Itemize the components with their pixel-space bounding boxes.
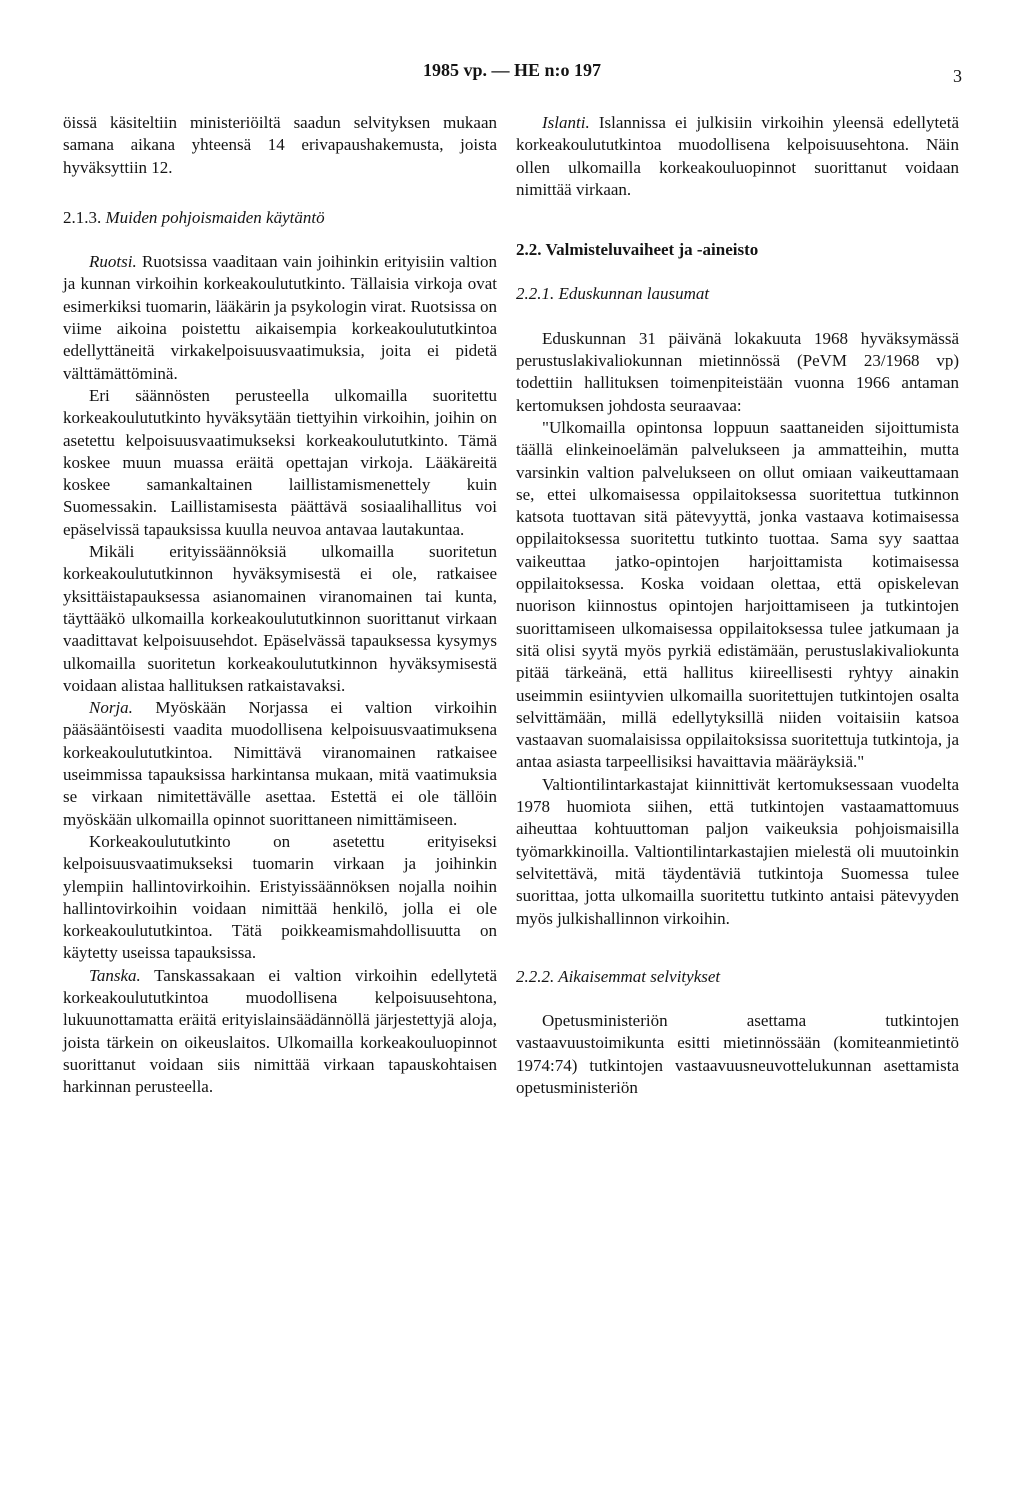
section-number: 2.2.1. [516, 284, 555, 304]
paragraph-norja [63, 697, 497, 831]
country-keyword-norja: Norja. [89, 698, 133, 718]
section-title: Aikaisemmat selvitykset [558, 966, 721, 986]
paragraph: Eri säännösten perusteella ulkomailla suoritettu korkeakoulututkinto hyväksytään tiettyihin virkoihin, joihin on asetettu kelpoisuusvaatimukseksi korkeakoulututkinto. Tämä koskee muun muassa eräitä opettajan virkoja. Lääkäreitä koskee samankaltainen laillistamismenettely kuin Suomessakin. Laillistamisesta päättävä sosiaalihallitus voi epäselvissä tapauksissa kuulla neuvoa antavaa lautakuntaa. [63, 385, 497, 539]
paragraph: Mikäli erityissäännöksiä ulkomailla suoritetun korkeakoulututkinnon hyväksymisestä ei ole, ratkaisee yksittäistapauksessa asianomainen viranomainen tai kunta, täyttääkö ulkomailla korkeakoulututkinnon suorittanut virkaan vaadittavat kelpoisuusehdot. Epäselvässä tapauksessa kysymys ulkomailla suoritetun korkeakoulututkinnon hyväksymisestä voidaan alistaa hallituksen ratkaistavaksi. [63, 542, 497, 695]
section-number: 2.1.3. [63, 207, 102, 227]
section-heading-2-2-1 [516, 283, 959, 305]
paragraph: Eduskunnan 31 päivänä lokakuuta 1968 hyväksymässä perustuslakivaliokunnan mietinnössä (PeVM 23/1968 vp) todettiin hallituksen toimenpiteistään vuonna 1966 antaman kertomuksen johdosta seuraavaa: [516, 328, 959, 415]
section-number: 2.2.2. [516, 966, 555, 986]
paragraph-continuation: öissä käsiteltiin ministeriöiltä saadun selvityksen mukaan samana aikana yhteensä 14 erivapaushakemusta, joista hyväksyttiin 12. [63, 113, 497, 177]
paragraph: Opetusministeriön asettama tutkintojen vastaavuustoimikunta esitti mietinnössään (komiteanmietintö 1974:74) tutkintojen vastaavuusneuvottelukunnan asettamista opetusministeriön [516, 1011, 959, 1097]
country-keyword-ruotsi: Ruotsi. [89, 252, 137, 272]
running-title: 1985 vp. — HE n:o 197 [422, 60, 602, 80]
country-keyword-tanska: Tanska. [89, 965, 141, 985]
left-column [63, 112, 497, 1098]
section-title: Eduskunnan lausumat [558, 284, 710, 304]
quotation: "Ulkomailla opintonsa loppuun saattaneiden sijoittumista täällä elinkeinoelämän palvelukseen ja ammatteihin, mutta varsinkin valtion palvelukseen on ollut omiaan vaikeuttamaan se, ettei ulkomaisessa oppilaitoksessa suoritettua tutkinnon katsota tuottavan sitä pätevyyttä, jonka vastaava kotimaisessa oppilaitoksessa suoritettu tutkinto tuottaa. Sama syy saattaa vaikeuttaa jatko-opintojen harjoittamista kotimaisessa oppilaitoksessa. Koska voidaan olettaa, että opiskelevan nuorison kiinnostus opintojen harjoittamiseen ja tutkintojen suorittamiseen ulkomaisessa oppilaitoksessa tulee jatkumaan ja sitä olisi syytä myös pyrkiä edistämään, perustuslakivaliokunta pitää tärkeänä, että hallitus kiireellisesti ryhtyy ainakin useimmin esiintyvien ulkomailla suoritettujen tutkintojen osalta selvittämään, millä edellytyksillä niiden voitaisiin katsoa vastaavan suomalaisissa oppilaitoksissa suoritettuja tutkintoja, ja antaa asiasta tarpeellisiksi havaittavia määräyksiä." [516, 417, 959, 772]
country-keyword-islanti: Islanti. [542, 113, 590, 132]
section-heading-2-2 [516, 239, 959, 261]
section-number: 2.2. [516, 240, 542, 260]
paragraph-text: Ruotsissa vaaditaan vain joihinkin erityisiin valtion ja kunnan virkoihin korkeakoulututkinto. Tällaisia virkoja ovat esimerkiksi tuomarin, lääkärin ja psykologin virat. Ruotsissa on viime aikoina poistettu aikaisempia korkeakoulututkintoa edellyttäneitä virkakelpoisuusvaatimuksia, joita ei pidetä välttämättöminä. [63, 252, 497, 383]
section-heading-2-1-3 [63, 207, 497, 229]
right-column [516, 112, 959, 1099]
paragraph: Korkeakoulututkinto on asetettu erityiseksi kelpoisuusvaatimukseksi tuomarin virkaan ja joihinkin ylempiin hallintovirkoihin. Eristyissäännöksen nojalla noihin hallintovirkoihin voidaan nimittää henkilö, jolla ei ole korkeakoulututkintoa. Tätä poikkeamismahdollisuutta on käytetty useissa tapauksissa. [63, 831, 497, 963]
paragraph-tanska [63, 965, 497, 1099]
section-title: Muiden pohjoismaiden käytäntö [105, 207, 325, 227]
paragraph-ruotsi [63, 251, 497, 385]
paragraph-islanti [516, 112, 959, 201]
page-number: 3 [953, 66, 962, 86]
section-title: Valmisteluvaiheet ja -aineisto [545, 240, 759, 260]
section-heading-2-2-2 [516, 966, 959, 988]
paragraph-text: Islannissa ei julkisiin virkoihin yleensä edellytetä korkeakoulututkintoa muodollisena kelpoisuusehtona. Näin ollen ulkomailla korkeakouluopinnot suorittanut voidaan nimittää virkaan. [516, 113, 959, 199]
paragraph-text: Myöskään Norjassa ei valtion virkoihin pääsääntöisesti vaadita muodollisena kelpoisuusvaatimuksena korkeakoulututkintoa. Nimittävä viranomainen ratkaisee useimmissa tapauksissa harkintansa mukaan, mitä vaatimuksia se virkaan nimitettävälle asettaa. Estettä ei ole tällöin myöskään ulkomailla opinnot suorittaneen nimittämiseen. [63, 698, 497, 829]
page-header [0, 60, 1024, 90]
paragraph: Valtiontilintarkastajat kiinnittivät kertomuksessaan vuodelta 1978 huomiota siihen, että tutkintojen vastaamattomuus aiheuttaa kohtuuttoman paljon vaikeuksia pohjoismaisilla työmarkkinoilla. Valtiontilintarkastajien mielestä oli muutoinkin selvitettävä, mitä täydentäviä tutkintoja Suomessa tulee suorittaa, jotta ulkomailla suoritettu tutkinto antaisi pätevyyden myös julkishallinnon virkoihin. [516, 774, 959, 928]
paragraph-text: Tanskassakaan ei valtion virkoihin edellytetä korkeakoulututkintoa muodollisena kelpoisuusehtona, lukuunottamatta eräitä erityislainsäädännöllä järjestettyjä aloja, joista tärkein on oikeuslaitos. Ulkomailla korkeakouluopinnot suorittanut voidaan siis nimittää virkaan tapauskohtaisen harkinnan perusteella. [63, 965, 497, 1097]
